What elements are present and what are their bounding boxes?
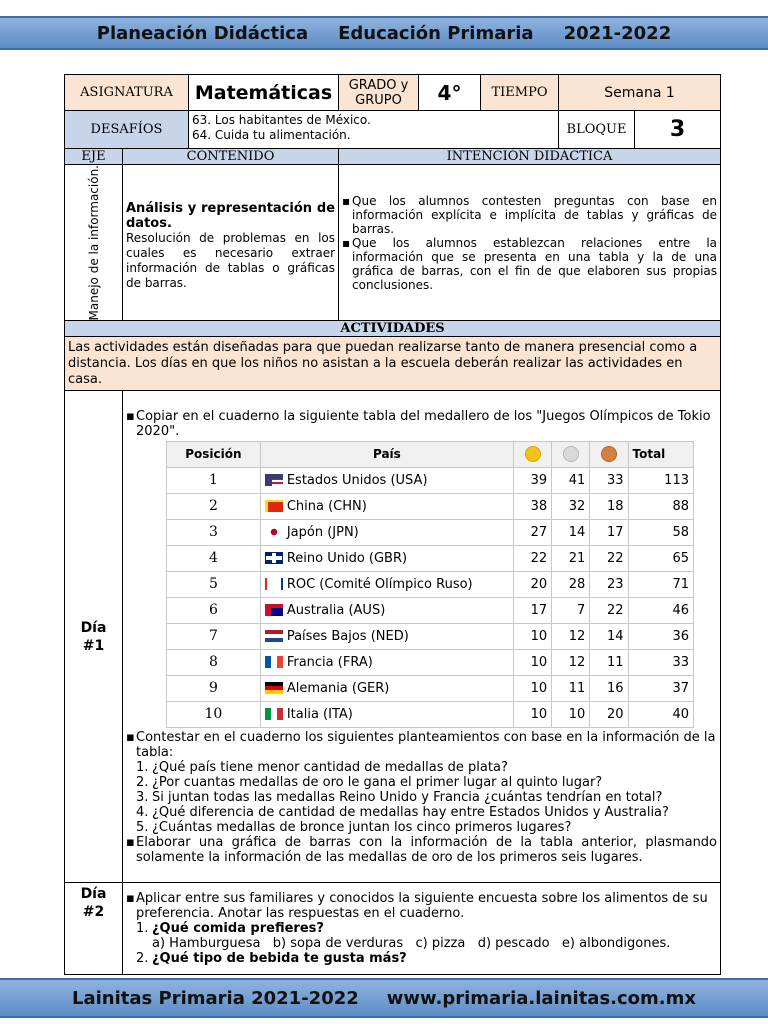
medal-row bbox=[167, 623, 694, 649]
country-name: Francia (FRA) bbox=[286, 654, 373, 670]
position-cell: 6 bbox=[167, 597, 261, 623]
total-cell: 113 bbox=[628, 467, 693, 493]
silver-cell: 10 bbox=[552, 701, 590, 727]
asignatura-value: Matemáticas bbox=[189, 75, 339, 111]
bronze-cell: 14 bbox=[590, 623, 628, 649]
intencion-2: Que los alumnos establezcan relaciones entre la información que se presenta en una tabla y la de una gráfica de barras, con el fin de que elaboren sus propias conclusiones. bbox=[352, 235, 718, 292]
grado-label: GRADO y GRUPO bbox=[339, 75, 419, 111]
question-item: 1. ¿Qué país tiene menor cantidad de medallas de plata? bbox=[136, 759, 508, 775]
medal-row bbox=[167, 467, 694, 493]
france-flag-icon bbox=[265, 656, 283, 668]
gold-medal-icon bbox=[525, 446, 541, 462]
country-name: China (CHN) bbox=[286, 498, 367, 514]
asignatura-label: ASIGNATURA bbox=[65, 75, 189, 111]
gold-cell: 10 bbox=[513, 623, 551, 649]
total-cell: 36 bbox=[628, 623, 693, 649]
question-list bbox=[136, 760, 717, 835]
medal-row bbox=[167, 701, 694, 727]
header-banner bbox=[0, 16, 768, 50]
country-cell bbox=[260, 545, 513, 571]
country-name: Alemania (GER) bbox=[286, 680, 390, 696]
country-name: Australia (AUS) bbox=[286, 602, 386, 618]
bronze-cell: 22 bbox=[590, 545, 628, 571]
question-item: 4. ¿Qué diferencia de cantidad de medallas hay entre Estados Unidos y Australia? bbox=[136, 804, 669, 820]
contenido-text: Resolución de problemas en los cuales es necesario extraer información de tablas o gráficas de barras. bbox=[126, 230, 336, 290]
gold-cell: 22 bbox=[513, 545, 551, 571]
bronze-cell: 11 bbox=[590, 649, 628, 675]
silver-cell: 21 bbox=[552, 545, 590, 571]
position-cell: 2 bbox=[167, 493, 261, 519]
bronze-cell: 33 bbox=[590, 467, 628, 493]
position-cell: 10 bbox=[167, 701, 261, 727]
gold-cell: 38 bbox=[513, 493, 551, 519]
desafios-label: DESAFÍOS bbox=[65, 111, 189, 149]
total-cell: 88 bbox=[628, 493, 693, 519]
tiempo-label: TIEMPO bbox=[481, 75, 559, 111]
total-cell: 33 bbox=[628, 649, 693, 675]
gold-cell: 10 bbox=[513, 701, 551, 727]
silver-cell: 7 bbox=[552, 597, 590, 623]
intencion-cell: ▪ Que los alumnos contesten preguntas con base en información explícita e implícita de tablas y gráficas de barras. ▪ Que los alumnos establezcan relaciones entre la información que se presenta en una tabla y la de una gráfica de barras, con el fin de que elaboren sus propias conclusiones. bbox=[339, 165, 721, 321]
gold-cell: 10 bbox=[513, 675, 551, 701]
country-name: Italia (ITA) bbox=[286, 706, 353, 722]
desafios-value: 63. Los habitantes de México. 64. Cuida tu alimentación. bbox=[189, 111, 559, 149]
country-cell bbox=[260, 571, 513, 597]
day2-label: Día #2 bbox=[65, 883, 123, 975]
bronze-cell: 20 bbox=[590, 701, 628, 727]
intencion-header: INTENCIÓN DIDÁCTICA bbox=[339, 149, 721, 165]
planning-table bbox=[64, 74, 721, 975]
col-country: País bbox=[260, 441, 513, 467]
bronze-cell: 16 bbox=[590, 675, 628, 701]
country-cell bbox=[260, 493, 513, 519]
total-cell: 40 bbox=[628, 701, 693, 727]
bronze-cell: 23 bbox=[590, 571, 628, 597]
country-name: Países Bajos (NED) bbox=[286, 628, 409, 644]
position-cell: 5 bbox=[167, 571, 261, 597]
actividades-header: ACTIVIDADES bbox=[65, 321, 721, 337]
uk-flag-icon bbox=[265, 552, 283, 564]
china-flag-icon bbox=[265, 500, 283, 512]
usa-flag-icon bbox=[265, 474, 283, 486]
position-cell: 7 bbox=[167, 623, 261, 649]
position-cell: 9 bbox=[167, 675, 261, 701]
question-item: 2. ¿Por cuantas medallas de oro le gana el primer lugar al quinto lugar? bbox=[136, 774, 603, 790]
silver-cell: 11 bbox=[552, 675, 590, 701]
japan-flag-icon bbox=[265, 526, 283, 538]
eje-header: EJE bbox=[65, 149, 123, 165]
gold-cell: 39 bbox=[513, 467, 551, 493]
contenido-cell: Análisis y representación de datos. Resolución de problemas en los cuales es necesario extraer información de tablas o gráficas de barras. bbox=[123, 165, 339, 321]
eje-text: Manejo de la información. bbox=[86, 165, 101, 321]
country-name: Estados Unidos (USA) bbox=[286, 472, 428, 488]
germany-flag-icon bbox=[265, 682, 283, 694]
bloque-value: 3 bbox=[635, 111, 721, 149]
footer-url[interactable]: www.primaria.lainitas.com.mx bbox=[386, 987, 696, 1009]
footer-banner bbox=[0, 978, 768, 1018]
country-cell bbox=[260, 519, 513, 545]
position-cell: 3 bbox=[167, 519, 261, 545]
total-cell: 58 bbox=[628, 519, 693, 545]
contenido-header: CONTENIDO bbox=[123, 149, 339, 165]
header-title: Planeación Didáctica bbox=[96, 22, 309, 44]
eje-cell bbox=[65, 165, 123, 321]
position-cell: 8 bbox=[167, 649, 261, 675]
col-gold bbox=[513, 441, 551, 467]
col-position: Posición bbox=[167, 441, 261, 467]
bloque-label: BLOQUE bbox=[559, 111, 635, 149]
silver-cell: 14 bbox=[552, 519, 590, 545]
italy-flag-icon bbox=[265, 708, 283, 720]
header-level: Educación Primaria bbox=[338, 22, 534, 44]
country-name: Reino Unido (GBR) bbox=[286, 550, 408, 566]
position-cell: 1 bbox=[167, 467, 261, 493]
bronze-medal-icon bbox=[601, 446, 617, 462]
country-cell bbox=[260, 701, 513, 727]
grado-value: 4° bbox=[419, 75, 481, 111]
country-cell bbox=[260, 675, 513, 701]
total-cell: 71 bbox=[628, 571, 693, 597]
silver-cell: 12 bbox=[552, 649, 590, 675]
country-name: ROC (Comité Olímpico Ruso) bbox=[286, 576, 473, 592]
col-bronze bbox=[590, 441, 628, 467]
gold-cell: 20 bbox=[513, 571, 551, 597]
day2-q2: ¿Qué tipo de bebida te gusta más? bbox=[152, 951, 407, 967]
country-cell bbox=[260, 467, 513, 493]
netherlands-flag-icon bbox=[265, 630, 283, 642]
day2-q1-options: a) Hamburguesa b) sopa de verduras c) pizza d) pescado e) albondigones. bbox=[152, 936, 671, 952]
australia-flag-icon bbox=[265, 604, 283, 616]
day1-intro: Copiar en el cuaderno la siguiente tabla del medallero de los "Juegos Olímpicos de Tokio 2020". bbox=[136, 408, 711, 439]
bronze-cell: 18 bbox=[590, 493, 628, 519]
intencion-1: Que los alumnos contesten preguntas con base en información explícita e implícita de tablas y gráficas de barras. bbox=[352, 193, 718, 236]
answer-intro: Contestar en el cuaderno los siguientes planteamientos con base en la información de la tabla: bbox=[136, 729, 716, 760]
total-cell: 37 bbox=[628, 675, 693, 701]
day2-intro: Aplicar entre sus familiares y conocidos la siguiente encuesta sobre los alimentos de su preferencia. Anotar las respuestas en el cuaderno. bbox=[136, 891, 708, 922]
total-cell: 65 bbox=[628, 545, 693, 571]
question-item: 3. Si juntan todas las medallas Reino Unido y Francia ¿cuántas tendrían en total? bbox=[136, 789, 663, 805]
medal-row bbox=[167, 597, 694, 623]
medal-row bbox=[167, 675, 694, 701]
roc-flag-icon bbox=[265, 578, 283, 590]
tiempo-value: Semana 1 bbox=[559, 75, 721, 111]
contenido-title: Análisis y representación de datos bbox=[126, 200, 336, 231]
question-item: 5. ¿Cuántas medallas de bronce juntan los cinco primeros lugares? bbox=[136, 819, 572, 835]
medal-row bbox=[167, 649, 694, 675]
gold-cell: 10 bbox=[513, 649, 551, 675]
col-total: Total bbox=[628, 441, 693, 467]
day2-cell: ▪ Aplicar entre sus familiares y conocidos la siguiente encuesta sobre los alimentos de su preferencia. Anotar las respuestas en el cuaderno. 1. ¿Qué comida prefieres? a) Hamburguesa b) sopa de verduras c) pizza d) pescado e) albondigones. 2. ¿Qué tipo de bebida te gusta más? bbox=[123, 883, 721, 975]
country-cell bbox=[260, 597, 513, 623]
medal-row bbox=[167, 545, 694, 571]
silver-cell: 32 bbox=[552, 493, 590, 519]
bronze-cell: 17 bbox=[590, 519, 628, 545]
medal-table bbox=[166, 441, 694, 728]
footer-name: Lainitas Primaria 2021-2022 bbox=[72, 987, 359, 1009]
silver-cell: 28 bbox=[552, 571, 590, 597]
medal-row bbox=[167, 493, 694, 519]
silver-cell: 41 bbox=[552, 467, 590, 493]
position-cell: 4 bbox=[167, 545, 261, 571]
day1-cell: ▪ Copiar en el cuaderno la siguiente tabla del medallero de los "Juegos Olímpicos de Tokio 2020". Posición País Total 1 Estados Unidos (USA) 39 41 33 113 2 China (CHN) 38 32 18 88 3 Japón (JPN) 27 14 17 58 4 Reino Unido (GBR) 22 21 22 65 5 ROC (Comité Olímpico Ruso) 20 28 23 71 6 Australia (AUS) 17 7 22 46 7 Países Bajos (NED) 10 12 14 36 8 Francia (FRA) 10 12 11 33 9 Alemania (GER) 10 11 16 37 10 Italia (ITA) 10 10 20 40 ▪ Contestar en el cuaderno los siguientes planteamientos con base en la información de la tabla: 1. ¿Qué país tiene menor cantidad de medallas de plata? 2. ¿Por cuantas medallas de oro le gana el primer lugar al quinto lugar? 3. Si juntan todas las medallas Reino Unido y Francia ¿cuántas tendrían en total? 4. ¿Qué diferencia de cantidad de medallas hay entre Estados Unidos y Australia? 5. ¿Cuántas medallas de bronce juntan los cinco primeros lugares? ▪ Elaborar una gráfica de barras con la información de la tabla anterior, plasmando solamente la información de las medallas de oro de los primeros seis lugares. bbox=[123, 391, 721, 883]
graph-task: Elaborar una gráfica de barras con la información de la tabla anterior, plasmando solamente la información de las medallas de oro de los primeros seis lugares. bbox=[136, 834, 718, 865]
gold-cell: 17 bbox=[513, 597, 551, 623]
day1-label: Día #1 bbox=[65, 391, 123, 883]
header-year: 2021-2022 bbox=[563, 22, 672, 44]
silver-cell: 12 bbox=[552, 623, 590, 649]
medal-row bbox=[167, 519, 694, 545]
medal-row bbox=[167, 571, 694, 597]
country-cell bbox=[260, 623, 513, 649]
country-name: Japón (JPN) bbox=[286, 524, 359, 540]
day2-q1: ¿Qué comida prefieres? bbox=[152, 921, 324, 937]
silver-medal-icon bbox=[563, 446, 579, 462]
country-cell bbox=[260, 649, 513, 675]
total-cell: 46 bbox=[628, 597, 693, 623]
gold-cell: 27 bbox=[513, 519, 551, 545]
bronze-cell: 22 bbox=[590, 597, 628, 623]
actividades-note: Las actividades están diseñadas para que puedan realizarse tanto de manera presencial como a distancia. Los días en que los niños no asistan a la escuela deberán realizar las actividades en casa. bbox=[65, 337, 721, 391]
col-silver bbox=[552, 441, 590, 467]
